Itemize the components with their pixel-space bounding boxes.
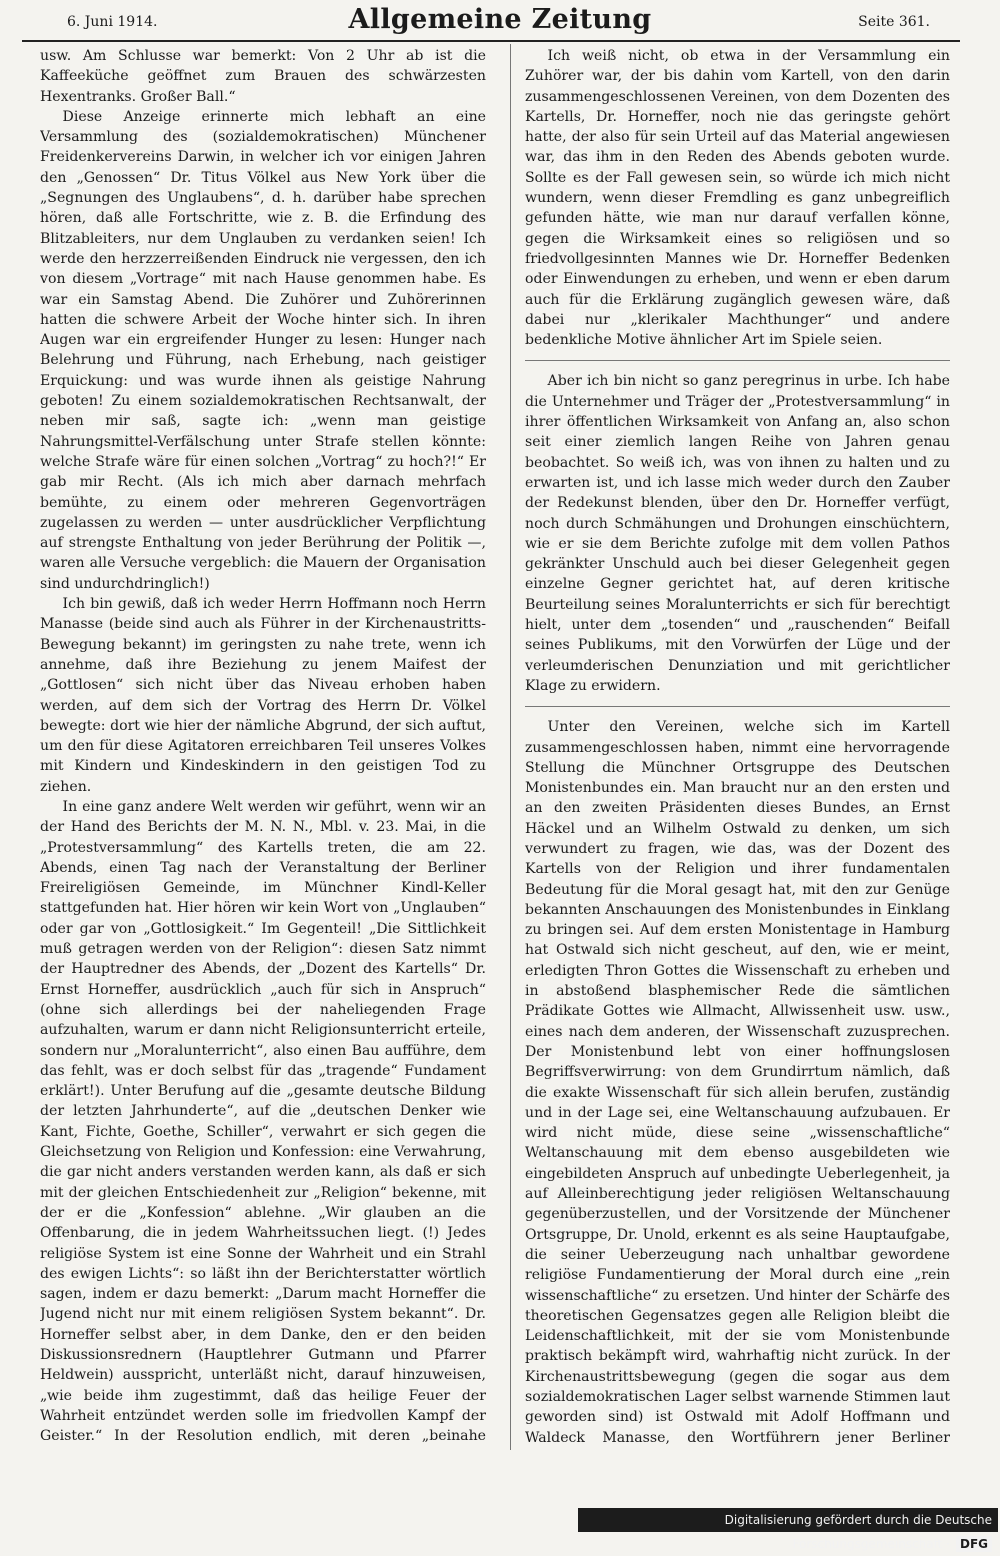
column-divider	[510, 44, 511, 1450]
left-column	[40, 46, 486, 1446]
right-column	[525, 46, 950, 1446]
header-rule	[22, 40, 960, 42]
footer-credit: Digitalisierung gefördert durch die Deutsche Forschungsgemeinschaft ·	[724, 1513, 992, 1551]
paragraph: In eine ganz andere Welt werden wir geführt, wenn wir an der Hand des Berichts der M. N. N., Mbl. v. 23. Mai, in die „Protestversammlung“ des Kartells treten, die am 22. Abends, einen Tag nach der Veranstaltung der Berliner Freireligiösen Gemeinde, im Münchner Kindl-Keller stattgefunden hat. Hier hören wir kein Wort von „Unglauben“ oder gar von „Gottlosigkeit.“ Im Gegenteil! „Die Sittlichkeit muß getragen werden von der Religion“: diesen Satz nimmt der Hauptredner des Abends, der „Dozent des Kartells“ Dr. Ernst Horneffer, ausdrücklich „auch für sich in Anspruch“ (ohne sich allerdings bei der naheliegenden Frage aufzuhalten, warum er dann nicht Religionsunterricht erteile, sondern nur „Moralunterricht“, also einen Bau aufführe, dem das fehlt, was er doch selbst für das „tragende“ Fundament erklärt!). Unter Berufung auf die „gesamte deutsche Bildung der letzten Jahrhunderte“, auf die „deutschen Denker wie Kant, Fichte, Goethe, Schiller“, verwahrt er sich gegen die Gleichsetzung von Religion und Konfession: eine Verwahrung, die gar nicht anders verstanden werden kann, als daß er sich mit der gleichen Entschiedenheit zur „Religion“ bekenne, mit der er die „Konfession“ ablehne. „Wir glauben an die Offenbarung, die in jedem Wahrheitssuchen liegt. (!) Jedes religiöse System ist eine Sonne der Wahrheit und ein Strahl des ewigen Lichts“: so läßt ihn der Berichterstatter wörtlich sagen, indem er dazu bemerkt: „Darum macht Horneffer die Jugend nicht nur mit einem religiösen System bekannt“. Dr. Horneffer selbst aber, in dem Danke, den er den beiden Diskussionsrednern (Hauptlehrer Gutmann und Pfarrer Heldwein) ausspricht, unterläßt nicht, darauf hinzuweisen, „wie beide ihm zugestimmt, daß das heilige Feuer der Wahrheit entzündet werden solle im friedvollen Kampf der Geister.“ In der Resolution endlich, mit deren „beinahe	[40, 798, 486, 1445]
dfg-logo: DFG	[956, 1536, 992, 1552]
digitization-footer	[578, 1508, 998, 1551]
paragraph: usw. Am Schlusse war bemerkt: Von 2 Uhr ab ist die Kaffeeküche geöffnet zum Brauen des schwärzesten Hexentranks. Großer Ball.“	[40, 48, 486, 105]
paragraph: Ich weiß nicht, ob etwa in der Versammlung ein Zuhörer war, der bis dahin vom Kartell, von den darin zusammengeschlossenen Vereinen, von dem Dozenten des Kartells, Dr. Horneffer, noch nie das geringste gehört hatte, der also für sein Urteil auf das Material angewiesen war, das ihm in den Reden des Abends geboten wurde. Sollte es der Fall gewesen sein, so würde ich mich nicht wundern, wenn dieser Fremdling es ganz unbegreiflich gefunden hätte, wie man nur darauf verfallen könne, gegen die Wirksamkeit eines so religiösen und so friedvollgesinnten Mannes wie Dr. Horneffer Bedenken oder Einwendungen zu erheben, und wenn er eben darum auch für die Erklärung zugänglich gewesen wäre, daß dabei nur „klerikaler Machthunger“ und andere bedenkliche Motive ähnlicher Art im Spiele seien.	[525, 48, 950, 349]
newspaper-title: Allgemeine Zeitung	[348, 4, 652, 35]
paragraph: Unter den Vereinen, welche sich im Kartell zusammengeschlossen haben, nimmt eine hervorragende Stellung die Münchner Ortsgruppe des Deutschen Monistenbundes ein. Man braucht nur an den ersten und an den zweiten Präsidenten dieses Bundes, an Ernst Häckel und an Wilhelm Ostwald zu denken, um sich verwundert zu fragen, wie das, was der Dozent des Kartells von der Religion und ihrer fundamentalen Bedeutung für die Moral gesagt hat, mit den zur Genüge bekannten Anschauungen des Monistenbundes in Einklang zu bringen sei. Auf dem ersten Monistentage in Hamburg hat Ostwald sich nicht gescheut, auf den, wie er meint, erledigten Thron Gottes die Wissenschaft zu erheben und in abstoßend blasphemischer Rede die sämtlichen Prädikate Gottes wie Allmacht, Allwissenheit usw. usw., eines nach dem anderen, der Wissenschaft zuzusprechen. Der Monistenbund lebt von einer hoffnungslosen Begriffsverwirrung: von dem Grundirrtum nämlich, daß die exakte Wissenschaft für sich allein berufen, zuständig und in der Lage sei, eine Weltanschauung aufzubauen. Er wird nicht müde, diese seine „wissenschaftliche“ Weltanschauung mit dem ebenso ausgebildeten wie eingebildeten Anspruch auf unbedingte Ueberlegenheit, ja auf Alleinberechtigung jeder religiösen Weltanschauung gegenüberzustellen, und der Vorsitzende der Münchener Ortsgruppe, Dr. Unold, erkennt es als seine Hauptaufgabe, die seiner Ueberzeugung nach unhaltbar gewordene religiöse Fundamentierung der Moral durch eine „rein wissenschaftliche“ zu ersetzen. Und hinter der Schärfe des theoretischen Gegensatzes gegen alle Religion bleibt die Leidenschaftlichkeit, mit der sie vom Monistenbunde praktisch bekämpft wird, wahrhaftig nicht zurück. In der Kirchenaustrittsbewegung (gegen die sogar aus dem sozialdemokratischen Lager selbst warnende Stimmen laut geworden sind) ist Ostwald mit Adolf Hoffmann und Waldeck Manasse, den Wortführern jener Berliner	[525, 706, 950, 1446]
masthead	[20, 4, 980, 40]
paragraph: Aber ich bin nicht so ganz peregrinus in urbe. Ich habe die Unternehmer und Träger der „Protestversammlung“ in ihrer öffentlichen Wirksamkeit von Anfang an, also schon seit einer ziemlich langen Reihe von Jahren genau beobachtet. So weiß ich, was von ihnen zu halten und zu erwarten ist, und ich lasse mich weder durch den Zauber der Redekunst blenden, über den Dr. Horneffer verfügt, noch durch Schmähungen und Drohungen einschüchtern, wie er sie dem Berichte zufolge mit dem vollen Pathos gekränkter Unschuld auch bei dieser Gelegenheit gegen einzelne Gegner gerichtet hat, auf deren kritische Beurteilung seines Moralunterrichts er sich für berechtigt hielt, unter dem „tosenden“ und „rauschenden“ Beifall seines Publikums, mit den Vorwürfen der Lüge und der verleumderischen Denunziation und mit gerichtlicher Klage zu erwidern.	[525, 360, 950, 696]
issue-date: 6. Juni 1914.	[67, 14, 158, 30]
paragraph: Diese Anzeige erinnerte mich lebhaft an eine Versammlung des (sozialdemokratischen) Münchener Freidenkervereins Darwin, in welcher ich vor einigen Jahren den „Genossen“ Dr. Titus Völkel aus New York über die „Segnungen des Unglaubens“, d. h. darüber habe sprechen hören, daß alle Fortschritte, wie z. B. die Erfindung des Blitzableiters, nur dem Unglauben zu verdanken seien! Ich werde den herzzerreißenden Eindruck nie vergessen, den ich von diesem „Vortrage“ mit nach Hause genommen habe. Es war ein Samstag Abend. Die Zuhörer und Zuhörerinnen hatten die schwere Arbeit der Woche hinter sich. In ihren Augen war ein ergreifender Hunger zu lesen: Hunger nach Belehrung und Führung, nach Erhebung, nach geistiger Erquickung: und was wurde ihnen als geistige Nahrung geboten! Zu einem sozialdemokratischen Rechtsanwalt, der neben mir saß, sagte ich: „wenn man geistige Nahrungsmittel-Verfälschung unter Strafe stellen könnte: welche Strafe wäre für einen solchen „Vortrag“ zu hoch?!“ Er gab mir Recht. (Als ich mich aber darnach mehrfach bemühte, zu einem oder mehreren Gegenvorträgen zugelassen zu werden — unter ausdrücklicher Verpflichtung auf strengste Enthaltung von jeder Berührung der Politik —, waren alle Versuche vergeblich: die Mauern der Organisation sind undurchdringlich!)	[40, 108, 486, 592]
paragraph: Ich bin gewiß, daß ich weder Herrn Hoffmann noch Herrn Manasse (beide sind auch als Führer in der Kirchenaustritts-Bewegung bekannt) im geringsten zu nahe trete, wenn ich annehme, daß ihre Beziehung zu jenem Maifest der „Gottlosen“ sich nicht über das Niveau erhoben haben werden, auf dem sich der Vortrag des Herrn Dr. Völkel bewegte: dort wie hier der nämliche Abgrund, der sich auftut, um den für diese Agitatoren erreichbaren Teil unseres Volkes mit Kindern und Kindeskindern in den geistigen Tod zu ziehen.	[40, 596, 486, 795]
page-number: Seite 361.	[858, 14, 930, 30]
